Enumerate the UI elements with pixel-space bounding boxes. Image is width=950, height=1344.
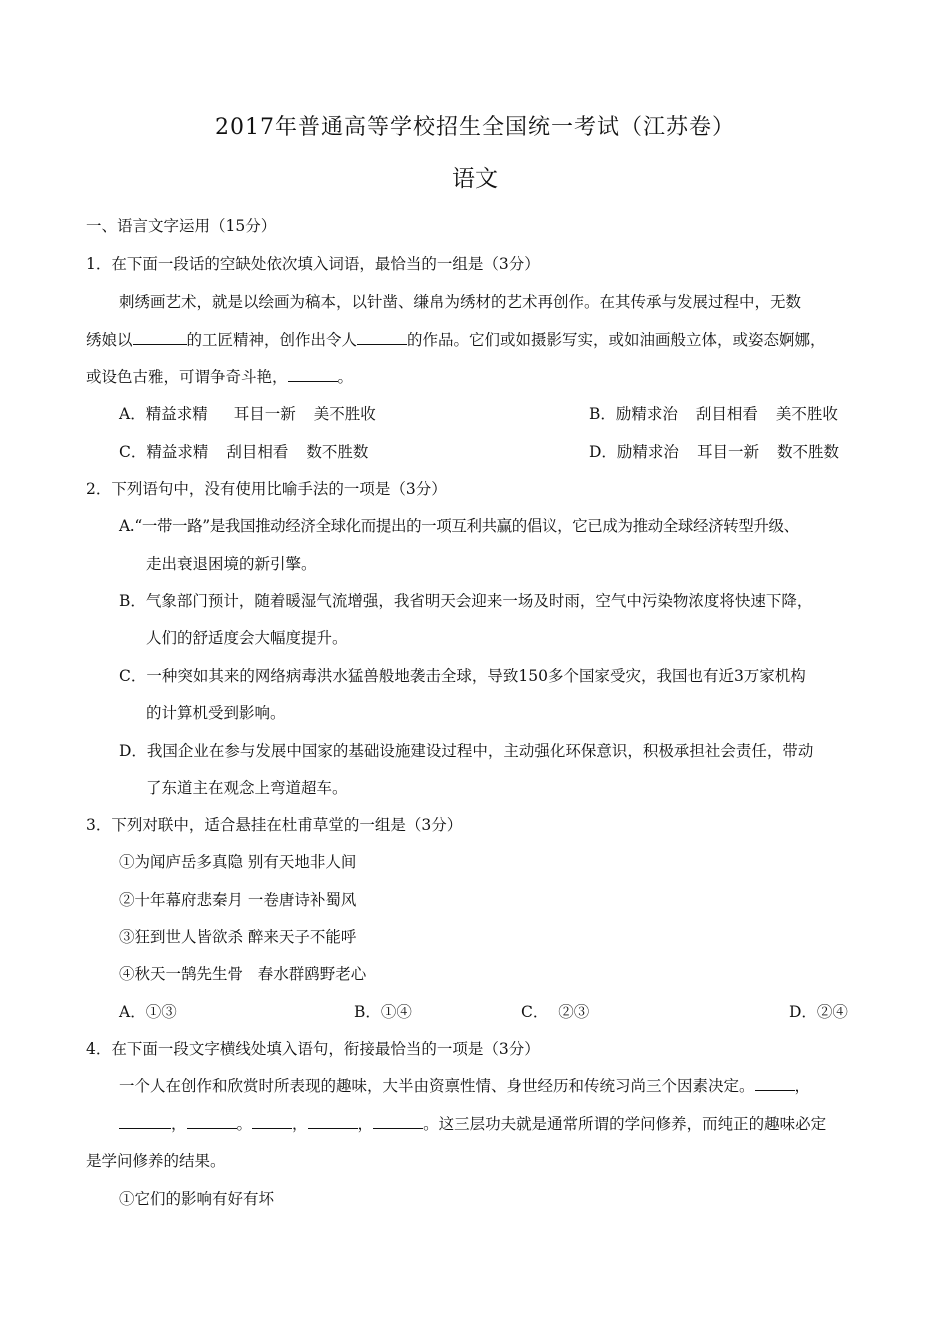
- passage-text: ，: [357, 1115, 374, 1133]
- passage-text: 的工匠精神，创作出令人: [186, 331, 358, 349]
- option-text: D．励精求治: [589, 443, 679, 461]
- passage-text: 一个人在创作和欣赏时所表现的趣味，大半由资禀性情、身世经历和传统习尚三个因素决定。: [119, 1077, 755, 1095]
- passage-text: 。: [236, 1115, 253, 1133]
- passage-text: 绣娘以: [86, 331, 133, 349]
- option-text: 数不胜数: [776, 443, 839, 461]
- option-c: [119, 442, 368, 462]
- fill-blank: [187, 1114, 237, 1129]
- fill-blank: [308, 1114, 358, 1129]
- question-4-passage-line: 是学问修养的结果。: [86, 1152, 226, 1170]
- passage-text: 的作品。它们或如摄影写实，或如油画般立体，或姿态婀娜，: [407, 331, 826, 349]
- option-text: 刮目相看: [226, 443, 289, 461]
- question-2-option-c: C．一种突如其来的网络病毒洪水猛兽般地袭击全球，导致150多个国家受灾，我国也有近3万家机构: [119, 667, 806, 685]
- question-1-stem: 1．在下面一段话的空缺处依次填入词语，最恰当的一组是（3分）: [86, 255, 540, 273]
- fill-blank: [252, 1114, 292, 1129]
- passage-text: 或设色古雅，可谓争奇斗艳，: [86, 368, 288, 386]
- option-text: A．精益求精: [119, 405, 208, 423]
- passage-text: 。: [337, 368, 354, 386]
- option-b: B．①④: [354, 1003, 412, 1021]
- option-text: 数不胜数: [306, 443, 369, 461]
- fill-blank: [119, 1114, 171, 1129]
- question-4-stem: 4．在下面一段文字横线处填入语句，衔接最恰当的一项是（3分）: [86, 1040, 540, 1058]
- section-heading: 一、语言文字运用（15分）: [86, 217, 277, 235]
- couplet-item: ①为闻庐岳多真隐 别有天地非人间: [119, 853, 357, 871]
- option-d: D．②④: [789, 1003, 848, 1021]
- subject-title: 语文: [452, 166, 498, 192]
- question-2-stem: 2．下列语句中，没有使用比喻手法的一项是（3分）: [86, 480, 447, 498]
- passage-text: ，: [171, 1115, 187, 1133]
- option-text: 耳目一新: [233, 405, 296, 423]
- question-1-passage-line: [86, 330, 826, 350]
- question-1-passage-line: [86, 367, 353, 387]
- question-4-item: ①它们的影响有好有坏: [119, 1190, 275, 1208]
- fill-blank: [755, 1076, 795, 1091]
- fill-blank: [288, 367, 338, 382]
- question-2-option-a-cont: 走出衰退困境的新引擎。: [146, 555, 317, 573]
- question-4-passage-line: [119, 1114, 826, 1134]
- fill-blank: [373, 1114, 423, 1129]
- option-d: [589, 442, 839, 462]
- option-c: C． ②③: [521, 1003, 590, 1021]
- option-text: 美不胜收: [775, 405, 838, 423]
- question-2-option-b: B．气象部门预计，随着暖湿气流增强，我省明天会迎来一场及时雨，空气中污染物浓度将快速下降，: [119, 592, 813, 610]
- option-a: A．①③: [119, 1003, 177, 1021]
- question-2-option-a: A.“一带一路”是我国推动经济全球化而提出的一项互利共赢的倡议，它已成为推动全球经济转型升级、: [119, 517, 799, 535]
- question-3-stem: 3．下列对联中，适合悬挂在杜甫草堂的一组是（3分）: [86, 816, 463, 834]
- option-a: [119, 404, 376, 424]
- couplet-item: ③狂到世人皆欲杀 醉来天子不能呼: [119, 928, 357, 946]
- option-text: 美不胜收: [313, 405, 376, 423]
- option-text: 刮目相看: [695, 405, 758, 423]
- couplet-item: ②十年幕府悲秦月 一卷唐诗补蜀风: [119, 891, 357, 909]
- option-text: C．精益求精: [119, 443, 209, 461]
- passage-text: ，: [794, 1077, 811, 1095]
- question-2-option-d: D．我国企业在参与发展中国家的基础设施建设过程中，主动强化环保意识，积极承担社会责任，带动: [119, 742, 814, 760]
- fill-blank: [133, 330, 187, 345]
- option-text: 耳目一新: [696, 443, 759, 461]
- exam-title: 2017年普通高等学校招生全国统一考试（江苏卷）: [215, 115, 735, 140]
- fill-blank: [357, 330, 407, 345]
- couplet-item: ④秋天一鹄先生骨 春水群鸥野老心: [119, 965, 367, 983]
- question-2-option-d-cont: 了东道主在观念上弯道超车。: [146, 779, 348, 797]
- option-b: [589, 404, 838, 424]
- passage-text: ，: [292, 1115, 308, 1133]
- question-4-passage-line: [119, 1076, 810, 1096]
- option-text: B．励精求治: [589, 405, 678, 423]
- passage-text: 。这三层功夫就是通常所谓的学问修养，而纯正的趣味必定: [423, 1115, 827, 1133]
- question-1-passage-line: 刺绣画艺术，就是以绘画为稿本，以针凿、缣帛为绣材的艺术再创作。在其传承与发展过程中，无数: [119, 293, 802, 311]
- question-2-option-b-cont: 人们的舒适度会大幅度提升。: [146, 629, 348, 647]
- question-2-option-c-cont: 的计算机受到影响。: [146, 704, 286, 722]
